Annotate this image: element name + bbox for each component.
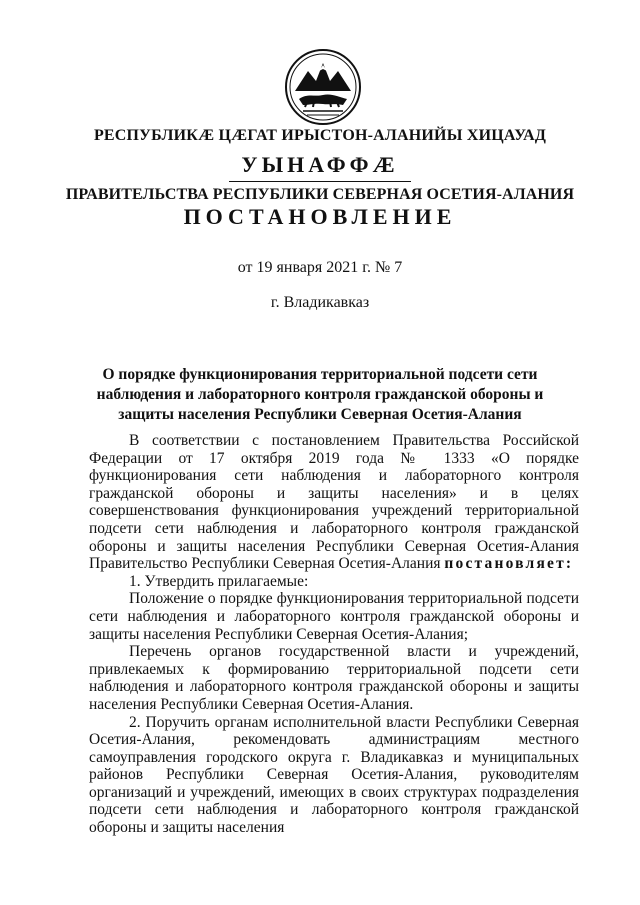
coat-of-arms-emblem-icon xyxy=(283,47,363,127)
decree-date-number: от 19 января 2021 г. № 7 xyxy=(237,259,403,276)
russian-document-type: ПОСТАНОВЛЕНИЕ xyxy=(183,204,457,229)
preamble-paragraph xyxy=(89,432,579,573)
item-1: 1. Утвердить прилагаемые: xyxy=(129,572,309,590)
decree-title: О порядке функционирования территориальной подсети сети наблюдения и лабораторного контроля гражданской обороны и защиты населения Республики Северная Осетия-Алания xyxy=(96,366,544,423)
item-2: 2. Поручить органам исполнительной власти Республики Северная Осетия-Алания, рекомендовать администрациям местного самоуправления городского округа г. Владикавказ и муниципальных районов Республики Северная Осетия-Алания, руководителям организаций и учреждений, имеющих в своих структурах подразделения подсети сети наблюдения и лабораторного контроля гражданской обороны и защиты населения xyxy=(89,713,579,837)
header-divider xyxy=(229,181,411,182)
russian-government-title: ПРАВИТЕЛЬСТВА РЕСПУБЛИКИ СЕВЕРНАЯ ОСЕТИЯ-АЛАНИЯ xyxy=(65,186,575,203)
ossetian-document-type: УЫНАФФÆ xyxy=(241,152,399,177)
item-1-regulation: Положение о порядке функционирования территориальной подсети сети наблюдения и лабораторного контроля гражданской обороны и защиты населения Республики Северная Осетия-Алания; xyxy=(89,590,579,643)
preamble-text: В соответствии с постановлением Правительства Российской Федерации от 17 октября 2019 года № 1333 «О порядке функционирования сети наблюдения и лабораторного контроля гражданской обороны и защиты населения» и в целях совершенствования функционирования учреждений территориальной подсети сети наблюдения и лабораторного контроля гражданской обороны и защиты населения Республики Северная Осетия-Алания Правительство Республики Северная Осетия-Алания xyxy=(89,432,579,573)
decree-word: постановляет: xyxy=(444,555,574,573)
decree-body xyxy=(89,432,579,837)
item-1-list: Перечень органов государственной власти и учреждений, привлекаемых к формированию территориальной подсети сети наблюдения и лабораторного контроля гражданской обороны и защиты населения Республики Северная Осетия-Алания. xyxy=(89,643,579,713)
ossetian-government-title: РЕСПУБЛИКÆ ЦÆГАТ ИРЫСТОН-АЛАНИЙЫ ХИЦАУАД xyxy=(93,127,547,144)
decree-city: г. Владикавказ xyxy=(270,294,370,311)
